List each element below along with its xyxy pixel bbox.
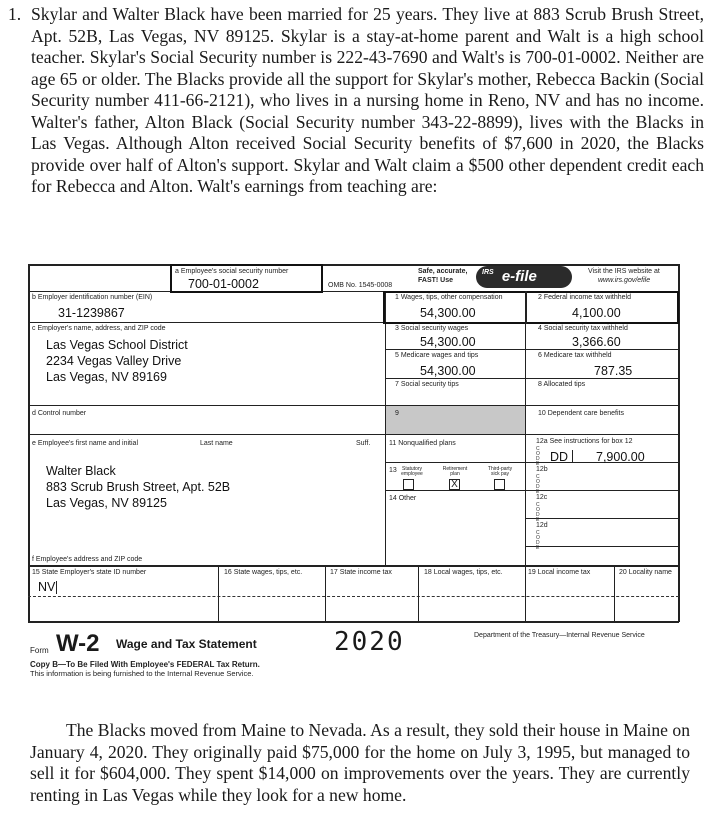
problem-1-text: Skylar and Walter Black have been married for 25 years. They live at 883 Scrub Brush Street, Apt. 52B, Las Vegas, NV 89125. Skylar is a stay-at-home parent and Walt is a high school teacher. Skylar's Social Security number is 222-43-7690 and Walt's is 700-01-0002. Neither are age 65 or older. The Blacks provide all the support for Skylar's mother, Rebecca Backin (Social Security number 411-66-2121), who lives in a nursing home in Reno, NV and has no income. Walter's father, Alton Black (Social Security number 343-22-8899), lives with the Blacks in Las Vegas. Although Alton received Social Security benefits of $7,600 in 2020, the Blacks provide over half of Alton's support. Skylar and Walt claim a $500 other dependent credit each for Rebecca and Alton. Walt's earnings from teaching are: — [31, 4, 704, 196]
box-3-label: 3 Social security wages — [395, 325, 469, 332]
form-label: Form — [30, 646, 49, 655]
box-a-label: a Employee's social security number — [175, 268, 289, 275]
safe-accurate-text: Safe, accurate, — [418, 268, 468, 275]
box-f-label: f Employee's address and ZIP code — [32, 556, 143, 563]
employer-name: Las Vegas School District — [46, 338, 188, 352]
box-5-value: 54,300.00 — [420, 364, 476, 378]
retirement-plan-checkbox[interactable]: X — [449, 479, 460, 490]
code-label-12d: CODE — [536, 530, 540, 551]
box-1-value: 54,300.00 — [420, 306, 476, 320]
box-3-value: 54,300.00 — [420, 335, 476, 349]
statutory-employee-checkbox[interactable] — [403, 479, 414, 490]
box-15-label: 15 State Employer's state ID number — [32, 569, 147, 576]
box-19-label: 19 Local income tax — [528, 569, 591, 576]
employee-city: Las Vegas, NV 89125 — [46, 496, 167, 510]
box-5-label: 5 Medicare wages and tips — [395, 352, 479, 359]
box-a-value: 700-01-0002 — [188, 277, 259, 291]
employer-street: 2234 Vegas Valley Drive — [46, 354, 182, 368]
problem-number: 1. — [8, 4, 22, 24]
irs-efile-logo — [476, 266, 572, 288]
box-12c-label: 12c — [536, 494, 548, 501]
box-d-label: d Control number — [32, 410, 87, 417]
statutory-employee-label: Statutory employee — [401, 466, 423, 477]
box-12d-label: 12d — [536, 522, 548, 529]
box-12a-code: DD — [550, 450, 569, 464]
box-10-label: 10 Dependent care benefits — [538, 410, 625, 417]
box-16-label: 16 State wages, tips, etc. — [224, 569, 303, 576]
box-14-label: 14 Other — [389, 495, 417, 502]
form-year: 2020 — [334, 627, 405, 657]
box-6-label: 6 Medicare tax withheld — [538, 352, 612, 359]
visit-irs-text: Visit the IRS website at — [588, 268, 660, 275]
employee-name: Walter Black — [46, 464, 116, 478]
box-18-label: 18 Local wages, tips, etc. — [424, 569, 503, 576]
w2-form — [28, 264, 679, 678]
box-12b-label: 12b — [536, 466, 548, 473]
copy-b-note: This information is being furnished to the Internal Revenue Service. — [30, 669, 254, 678]
irs-logo-text: IRS — [482, 269, 494, 276]
box-b-label: b Employer identification number (EIN) — [32, 294, 153, 301]
box-e-label: e Employee's first name and initial — [32, 440, 138, 447]
employer-city: Las Vegas, NV 89169 — [46, 370, 167, 384]
box-17-label: 17 State income tax — [330, 569, 392, 576]
last-name-label: Last name — [200, 440, 233, 447]
box-8-label: 8 Allocated tips — [538, 381, 586, 388]
code-label-12a: CODE — [536, 446, 540, 467]
box-7-label: 7 Social security tips — [395, 381, 459, 388]
box-b-value: 31-1239867 — [58, 306, 125, 320]
form-name: W-2 — [56, 630, 100, 657]
treasury-dept: Department of the Treasury—Internal Revenue Service — [474, 632, 645, 639]
box-11-label: 11 Nonqualified plans — [389, 440, 456, 447]
box-12a-value: 7,900.00 — [596, 450, 645, 464]
box-9-label: 9 — [395, 410, 399, 417]
employee-street: 883 Scrub Brush Street, Apt. 52B — [46, 480, 231, 494]
box-2-label: 2 Federal income tax withheld — [538, 294, 631, 301]
box-c-label: c Employer's name, address, and ZIP code — [32, 325, 166, 332]
box-1-label: 1 Wages, tips, other compensation — [395, 294, 503, 301]
fast-use-text: FAST! Use — [418, 277, 454, 284]
code-label-12c: CODE — [536, 502, 540, 523]
retirement-plan-label: Retirement plan — [442, 466, 468, 477]
omb-number: OMB No. 1545-0008 — [328, 282, 393, 289]
box-13-label: 13 — [389, 467, 397, 474]
efile-logo-text: e-file — [501, 268, 537, 285]
irs-website-text: www.irs.gov/efile — [598, 277, 651, 284]
copy-b-label: Copy B—To Be Filed With Employee's FEDERAL Tax Return. — [30, 660, 260, 669]
third-party-sick-pay-label: Third-party sick pay — [487, 466, 513, 477]
box-15-state: NV — [38, 580, 56, 594]
box-12a-label: 12a See instructions for box 12 — [536, 438, 633, 445]
box-20-label: 20 Locality name — [619, 569, 672, 576]
box-2-value: 4,100.00 — [572, 306, 621, 320]
box-6-value: 787.35 — [594, 364, 633, 378]
suffix-label: Suff. — [356, 440, 371, 447]
problem-2-paragraph: The Blacks moved from Maine to Nevada. As a result, they sold their house in Maine on January 4, 2020. They originally paid $75,000 for the home on July 3, 1995, but managed to sell it for $604,000. They spent $14,000 on improvements over the years. They are currently renting in Las Vegas while they look for a new home. — [30, 720, 690, 805]
box-4-value: 3,366.60 — [572, 335, 621, 349]
third-party-sick-pay-checkbox[interactable] — [494, 479, 505, 490]
form-title: Wage and Tax Statement — [116, 637, 257, 651]
code-label-12b: CODE — [536, 474, 540, 495]
problem-1-paragraph — [8, 4, 704, 198]
box-4-label: 4 Social security tax withheld — [538, 325, 628, 332]
